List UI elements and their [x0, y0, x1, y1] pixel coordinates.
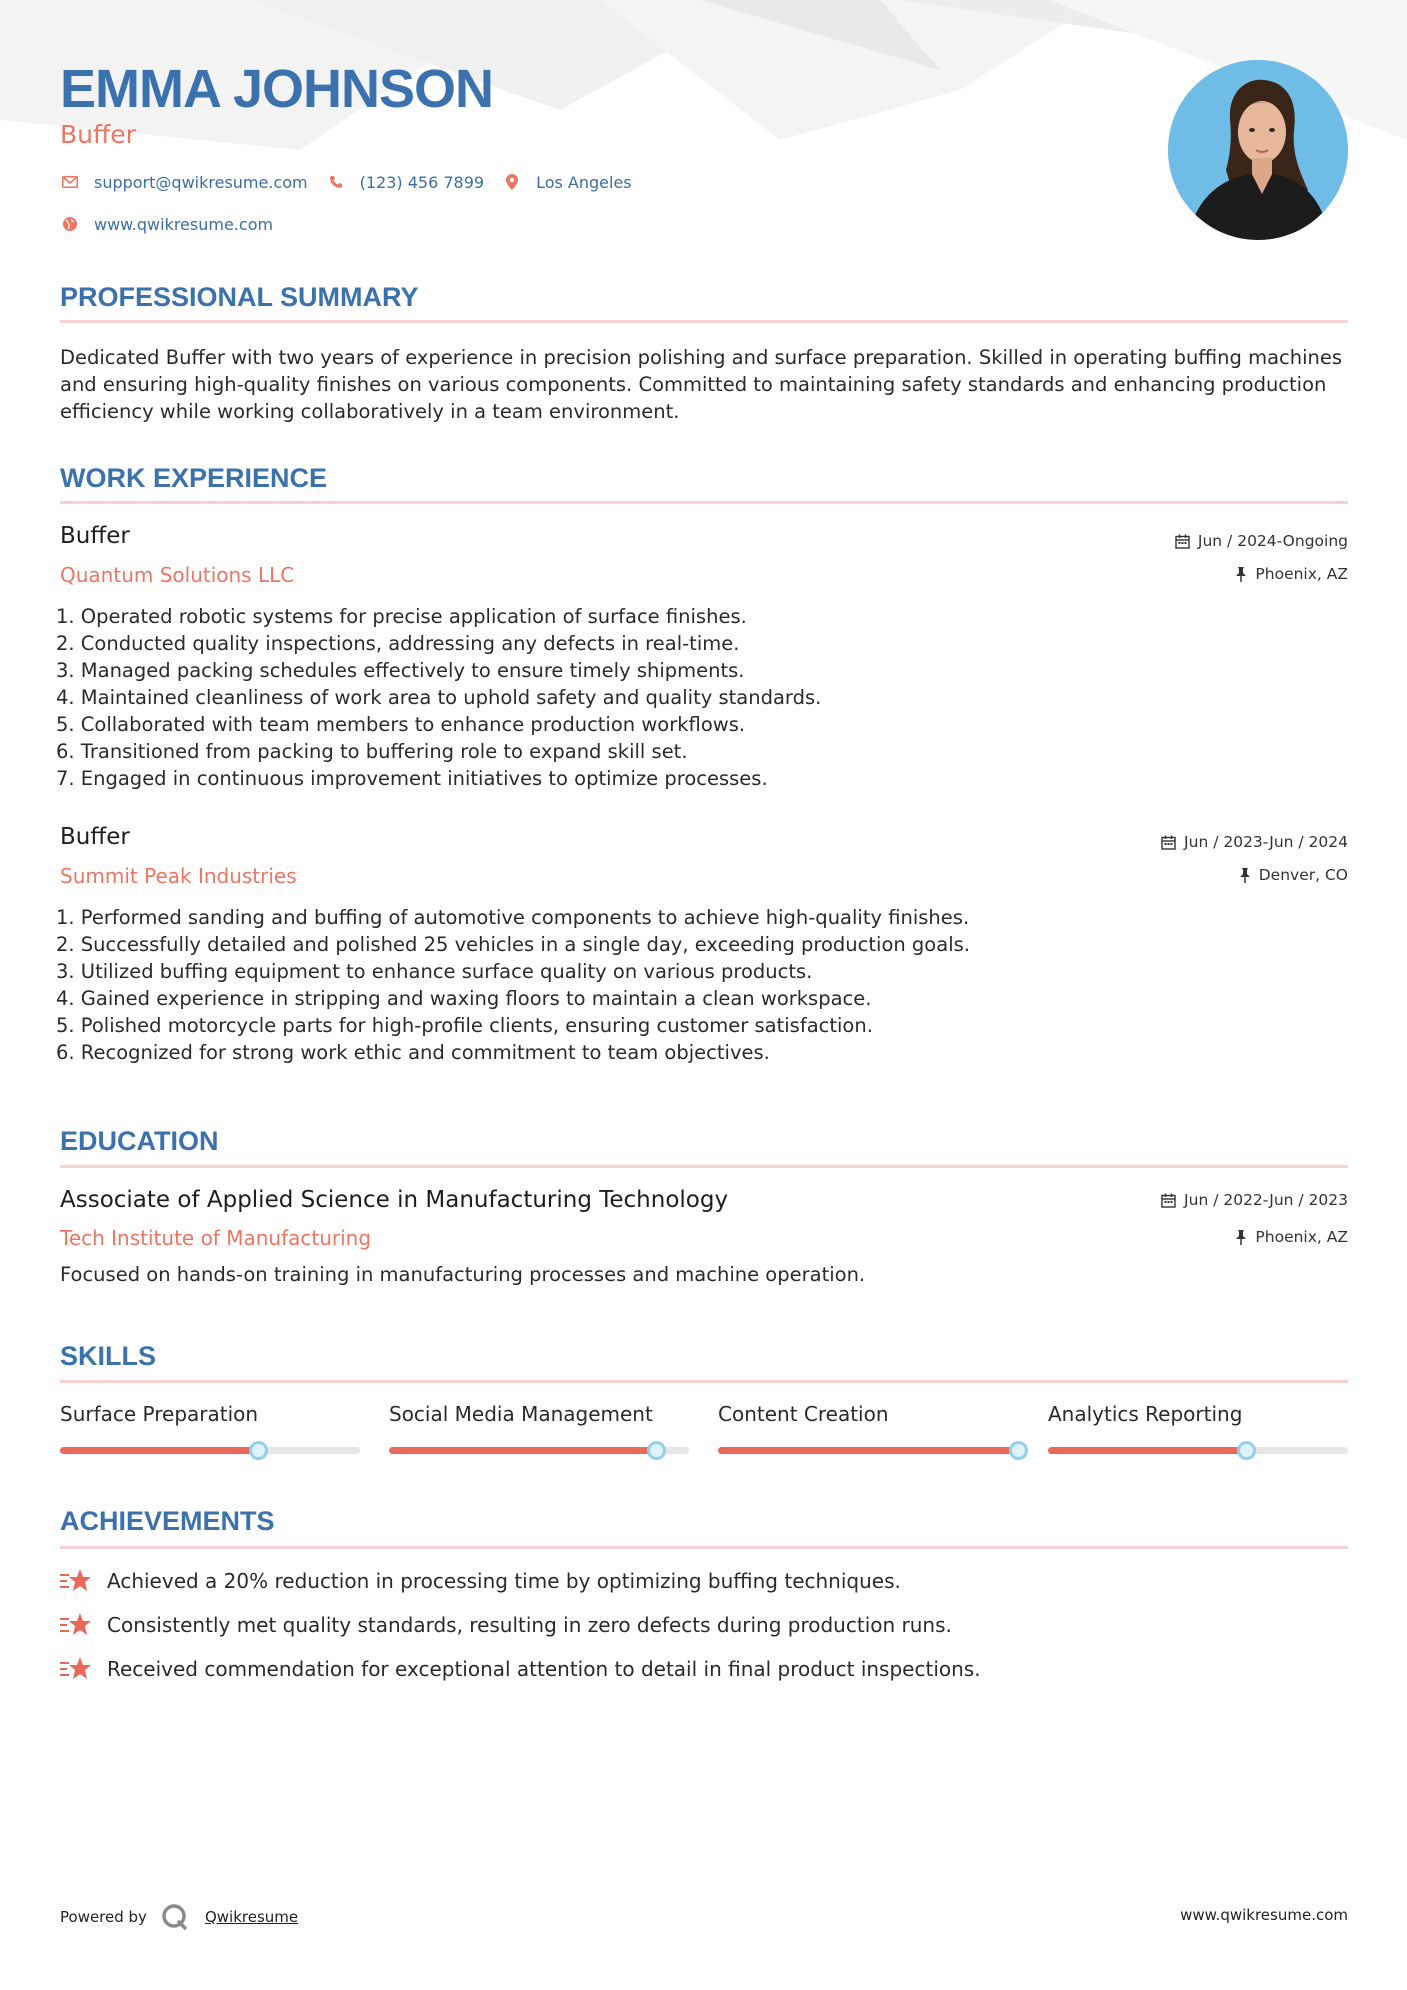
skill-level-bar — [1048, 1447, 1348, 1454]
footer-powered-by — [60, 1903, 298, 1931]
list-item: 7. Engaged in continuous improvement initiatives to optimize processes. — [56, 767, 768, 790]
skill-level-bar — [60, 1447, 360, 1454]
education-date-text: Jun / 2022-Jun / 2023 — [1184, 1191, 1348, 1209]
star-icon — [60, 1656, 92, 1682]
education-location — [1235, 1228, 1348, 1246]
achievement-text: Consistently met quality standards, resulting in zero defects during production runs. — [107, 1613, 952, 1637]
footer-website-link[interactable]: www.qwikresume.com — [1180, 1906, 1348, 1924]
skill-level-bar — [718, 1447, 1018, 1454]
achievement-text: Achieved a 20% reduction in processing time by optimizing buffing techniques. — [107, 1569, 901, 1593]
list-item: 3. Managed packing schedules effectively to ensure timely shipments. — [56, 659, 745, 682]
skill-level-knob — [249, 1441, 268, 1460]
education-location-text: Phoenix, AZ — [1255, 1228, 1348, 1246]
email-link[interactable]: support@qwikresume.com — [94, 172, 308, 192]
school-name: Tech Institute of Manufacturing — [60, 1226, 372, 1250]
calendar-icon — [1161, 835, 1176, 850]
list-item: 5. Collaborated with team members to enhance production workflows. — [56, 713, 746, 736]
powered-by-label: Powered by — [60, 1908, 147, 1926]
star-icon — [60, 1612, 92, 1638]
phone-number[interactable]: (123) 456 7899 — [359, 172, 485, 192]
job-location-text: Denver, CO — [1258, 866, 1348, 884]
skill-level-bar — [389, 1447, 689, 1454]
skill-level-fill — [1048, 1447, 1246, 1454]
candidate-name: EMMA JOHNSON — [60, 59, 494, 119]
section-divider — [60, 501, 1348, 504]
list-item: 5. Polished motorcycle parts for high-profile clients, ensuring customer satisfaction. — [56, 1014, 873, 1037]
location-text: Los Angeles — [536, 172, 632, 192]
education-heading: EDUCATION — [60, 1126, 219, 1156]
candidate-role: Buffer — [60, 120, 136, 149]
email-icon — [60, 172, 80, 192]
skill-name: Social Media Management — [389, 1402, 653, 1426]
job-bullets — [56, 603, 1256, 792]
achievement-item — [60, 1612, 952, 1638]
job-location — [1235, 565, 1348, 583]
degree-title: Associate of Applied Science in Manufacturing Technology — [60, 1187, 729, 1213]
list-item: 3. Utilized buffing equipment to enhance surface quality on various products. — [56, 960, 813, 983]
achievement-item — [60, 1656, 981, 1682]
skill-level-knob — [1009, 1441, 1028, 1460]
job-date-text: Jun / 2024-Ongoing — [1197, 532, 1348, 550]
job-location-text: Phoenix, AZ — [1255, 565, 1348, 583]
list-item: 2. Conducted quality inspections, addressing any defects in real-time. — [56, 632, 740, 655]
list-item: 2. Successfully detailed and polished 25 vehicles in a single day, exceeding production goals. — [56, 933, 970, 956]
section-divider — [60, 1380, 1348, 1383]
star-icon — [60, 1568, 92, 1594]
job-title: Buffer — [60, 523, 130, 549]
list-item: 6. Recognized for strong work ethic and commitment to team objectives. — [56, 1041, 770, 1064]
website-row — [60, 214, 291, 234]
list-item: 4. Gained experience in stripping and waxing floors to maintain a clean workspace. — [56, 987, 872, 1010]
skill-level-fill — [718, 1447, 1018, 1454]
skill-level-fill — [60, 1447, 258, 1454]
pushpin-icon — [1235, 1230, 1247, 1245]
list-item: 1. Performed sanding and buffing of automotive components to achieve high-quality finishes. — [56, 906, 970, 929]
job-date-text: Jun / 2023-Jun / 2024 — [1184, 833, 1348, 851]
achievements-heading: ACHIEVEMENTS — [60, 1506, 275, 1536]
job-date — [1175, 532, 1348, 550]
job-location — [1239, 866, 1348, 884]
calendar-icon — [1161, 1193, 1176, 1208]
skill-item — [60, 1402, 360, 1426]
calendar-icon — [1175, 534, 1190, 549]
phone-icon — [326, 172, 346, 192]
job-date — [1161, 833, 1348, 851]
job-title: Buffer — [60, 824, 130, 850]
skills-heading: SKILLS — [60, 1341, 157, 1371]
qwikresume-link[interactable]: Qwikresume — [204, 1908, 299, 1926]
skill-item — [718, 1402, 1018, 1426]
skill-level-knob — [647, 1441, 666, 1460]
skill-level-fill — [389, 1447, 656, 1454]
skill-item — [1048, 1402, 1348, 1426]
skill-level-knob — [1237, 1441, 1256, 1460]
achievement-item — [60, 1568, 901, 1594]
section-divider — [60, 1165, 1348, 1168]
website-link[interactable]: www.qwikresume.com — [94, 214, 274, 234]
company-name: Quantum Solutions LLC — [60, 563, 295, 587]
job-bullets — [56, 904, 1256, 1066]
skill-item — [389, 1402, 689, 1426]
education-description: Focused on hands-on training in manufacturing processes and machine operation. — [60, 1263, 866, 1286]
list-item: 6. Transitioned from packing to buffering role to expand skill set. — [56, 740, 688, 763]
experience-heading: WORK EXPERIENCE — [60, 463, 328, 493]
section-divider — [60, 1546, 1348, 1549]
list-item: 4. Maintained cleanliness of work area to uphold safety and quality standards. — [56, 686, 822, 709]
skill-name: Content Creation — [718, 1402, 889, 1426]
education-date — [1161, 1191, 1348, 1209]
summary-text: Dedicated Buffer with two years of experience in precision polishing and surface preparation. Skilled in operating buffing machines and ensuring high-quality finishes on various components. Committed to maintaining safety standards and enhancing production efficiency while working collaboratively in a team environment. — [60, 346, 1343, 423]
contact-row — [60, 172, 650, 192]
section-divider — [60, 320, 1348, 323]
skill-name: Surface Preparation — [60, 1402, 259, 1426]
profile-photo — [1168, 60, 1348, 240]
qwikresume-logo-icon — [161, 1903, 189, 1931]
pushpin-icon — [1235, 567, 1247, 582]
company-name: Summit Peak Industries — [60, 864, 297, 888]
location-pin-icon — [502, 172, 522, 192]
pushpin-icon — [1239, 868, 1251, 883]
summary-heading: PROFESSIONAL SUMMARY — [60, 282, 419, 312]
achievement-text: Received commendation for exceptional attention to detail in final product inspections. — [107, 1657, 981, 1681]
list-item: 1. Operated robotic systems for precise application of surface finishes. — [56, 605, 747, 628]
skill-name: Analytics Reporting — [1048, 1402, 1243, 1426]
globe-icon — [60, 214, 80, 234]
